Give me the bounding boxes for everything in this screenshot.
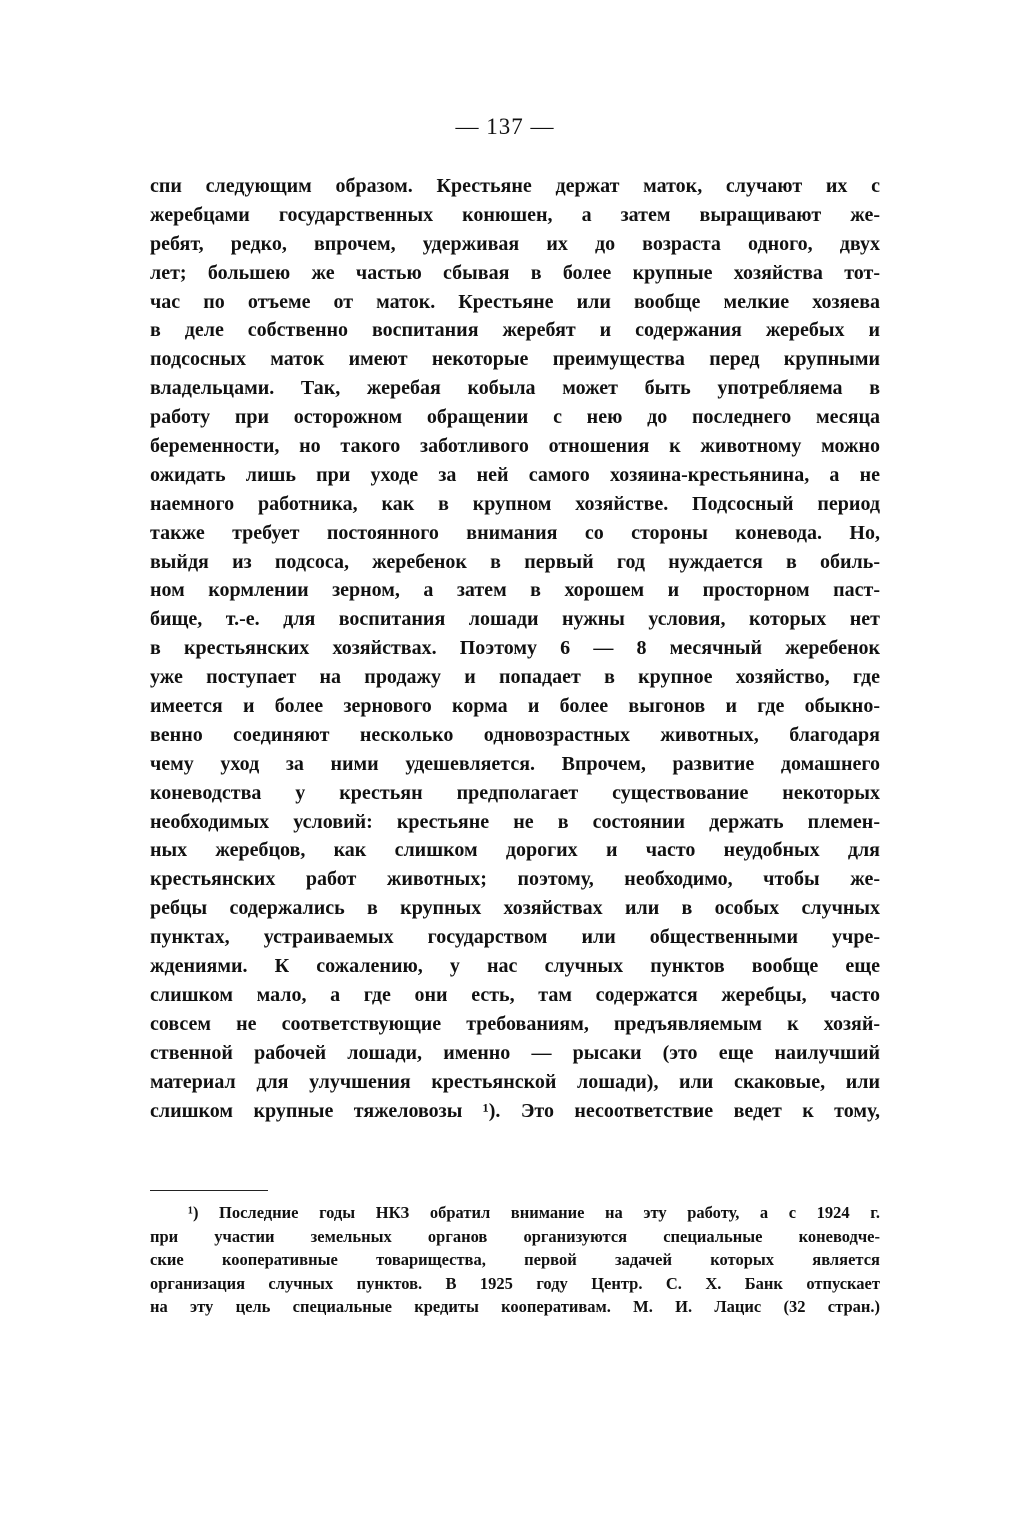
body-line: венно соединяют несколько одновозрастных животных, благодаря [150, 723, 880, 746]
footnote-line: ские кооперативные товарищества, первой задачей которых является [150, 1250, 880, 1270]
body-line: ждениями. К сожалению, у нас случных пунктов вообще еще [150, 955, 880, 978]
body-text [150, 172, 880, 1125]
footnote-line: организация случных пунктов. В 1925 году Центр. С. Х. Банк отпускает [150, 1273, 880, 1293]
body-line: материал для улучшения крестьянской лошади), или скаковые, или [150, 1070, 880, 1093]
body-line: в деле собственно воспитания жеребят и содержания жеребых и [150, 319, 880, 342]
body-line: чему уход за ними удешевляется. Впрочем, развитие домашнего [150, 752, 880, 775]
footnotes [150, 1201, 880, 1319]
body-line: спи следующим образом. Крестьяне держат маток, случают их с [150, 175, 880, 197]
body-line: ственной рабочей лошади, именно — рысаки (это еще наилучший [150, 1041, 880, 1064]
body-line: крестьянских работ животных; поэтому, необходимо, чтобы же- [150, 868, 880, 891]
body-line: коневодства у крестьян предполагает существование некоторых [150, 781, 880, 804]
body-line: в крестьянских хозяйствах. Поэтому 6 — 8 месячный жеребенок [150, 637, 880, 660]
body-line: слишком крупные тяжеловозы ¹). Это несоответствие ведет к тому, [150, 1099, 880, 1122]
body-line: ребцы содержались в крупных хозяйствах или в особых случных [150, 897, 880, 920]
body-line: ном кормлении зерном, а затем в хорошем и просторном паст- [150, 579, 880, 602]
body-line: жеребцами государственных конюшен, а затем выращивают же- [150, 203, 880, 226]
footnote-divider [150, 1190, 268, 1191]
body-line: совсем не соответствующие требованиям, предъявляемым к хозяй- [150, 1012, 880, 1035]
footnote-line: на эту цель специальные кредиты кооперативам. М. И. Лацис (32 стран.) [150, 1297, 880, 1317]
body-line: час по отъеме от маток. Крестьяне или вообще мелкие хозяева [150, 290, 880, 313]
body-line: слишком мало, а где они есть, там содержатся жеребцы, часто [150, 983, 880, 1006]
body-line: также требует постоянного внимания со стороны коневода. Но, [150, 521, 880, 544]
body-line: необходимых условий: крестьяне не в состоянии держать племен- [150, 810, 880, 833]
body-line: ных жеребцов, как слишком дорогих и часто неудобных для [150, 839, 880, 862]
body-line: бище, т.-е. для воспитания лошади нужны условия, которых нет [150, 608, 880, 631]
body-line: владельцами. Так, жеребая кобыла может быть употребляема в [150, 377, 880, 400]
body-line: подсосных маток имеют некоторые преимущества перед крупными [150, 348, 880, 371]
footnote-line: ¹) Последние годы НКЗ обратил внимание на эту работу, а с 1924 г. [188, 1203, 880, 1222]
footnote-line: при участии земельных органов организуются специальные коневодче- [150, 1226, 880, 1246]
body-line: беременности, но такого заботливого отношения к животному можно [150, 435, 880, 458]
body-line: ребят, редко, впрочем, удерживая их до возраста одного, двух [150, 232, 880, 255]
body-line: уже поступает на продажу и попадает в крупное хозяйство, где [150, 666, 880, 689]
body-line: наемного работника, как в крупном хозяйстве. Подсосный период [150, 492, 880, 515]
body-line: пунктах, устраиваемых государством или общественными учре- [150, 926, 880, 949]
body-line: работу при осторожном обращении с нею до последнего месяца [150, 406, 880, 429]
page-number: — 137 — [455, 114, 555, 139]
body-line: ожидать лишь при уходе за ней самого хозяина-крестьянина, а не [150, 463, 880, 486]
body-line: имеется и более зернового корма и более выгонов и где обыкно- [150, 695, 880, 718]
body-line: выйдя из подсоса, жеребенок в первый год нуждается в обиль- [150, 550, 880, 573]
body-line: лет; большею же частью сбывая в более крупные хозяйства тот- [150, 261, 880, 284]
